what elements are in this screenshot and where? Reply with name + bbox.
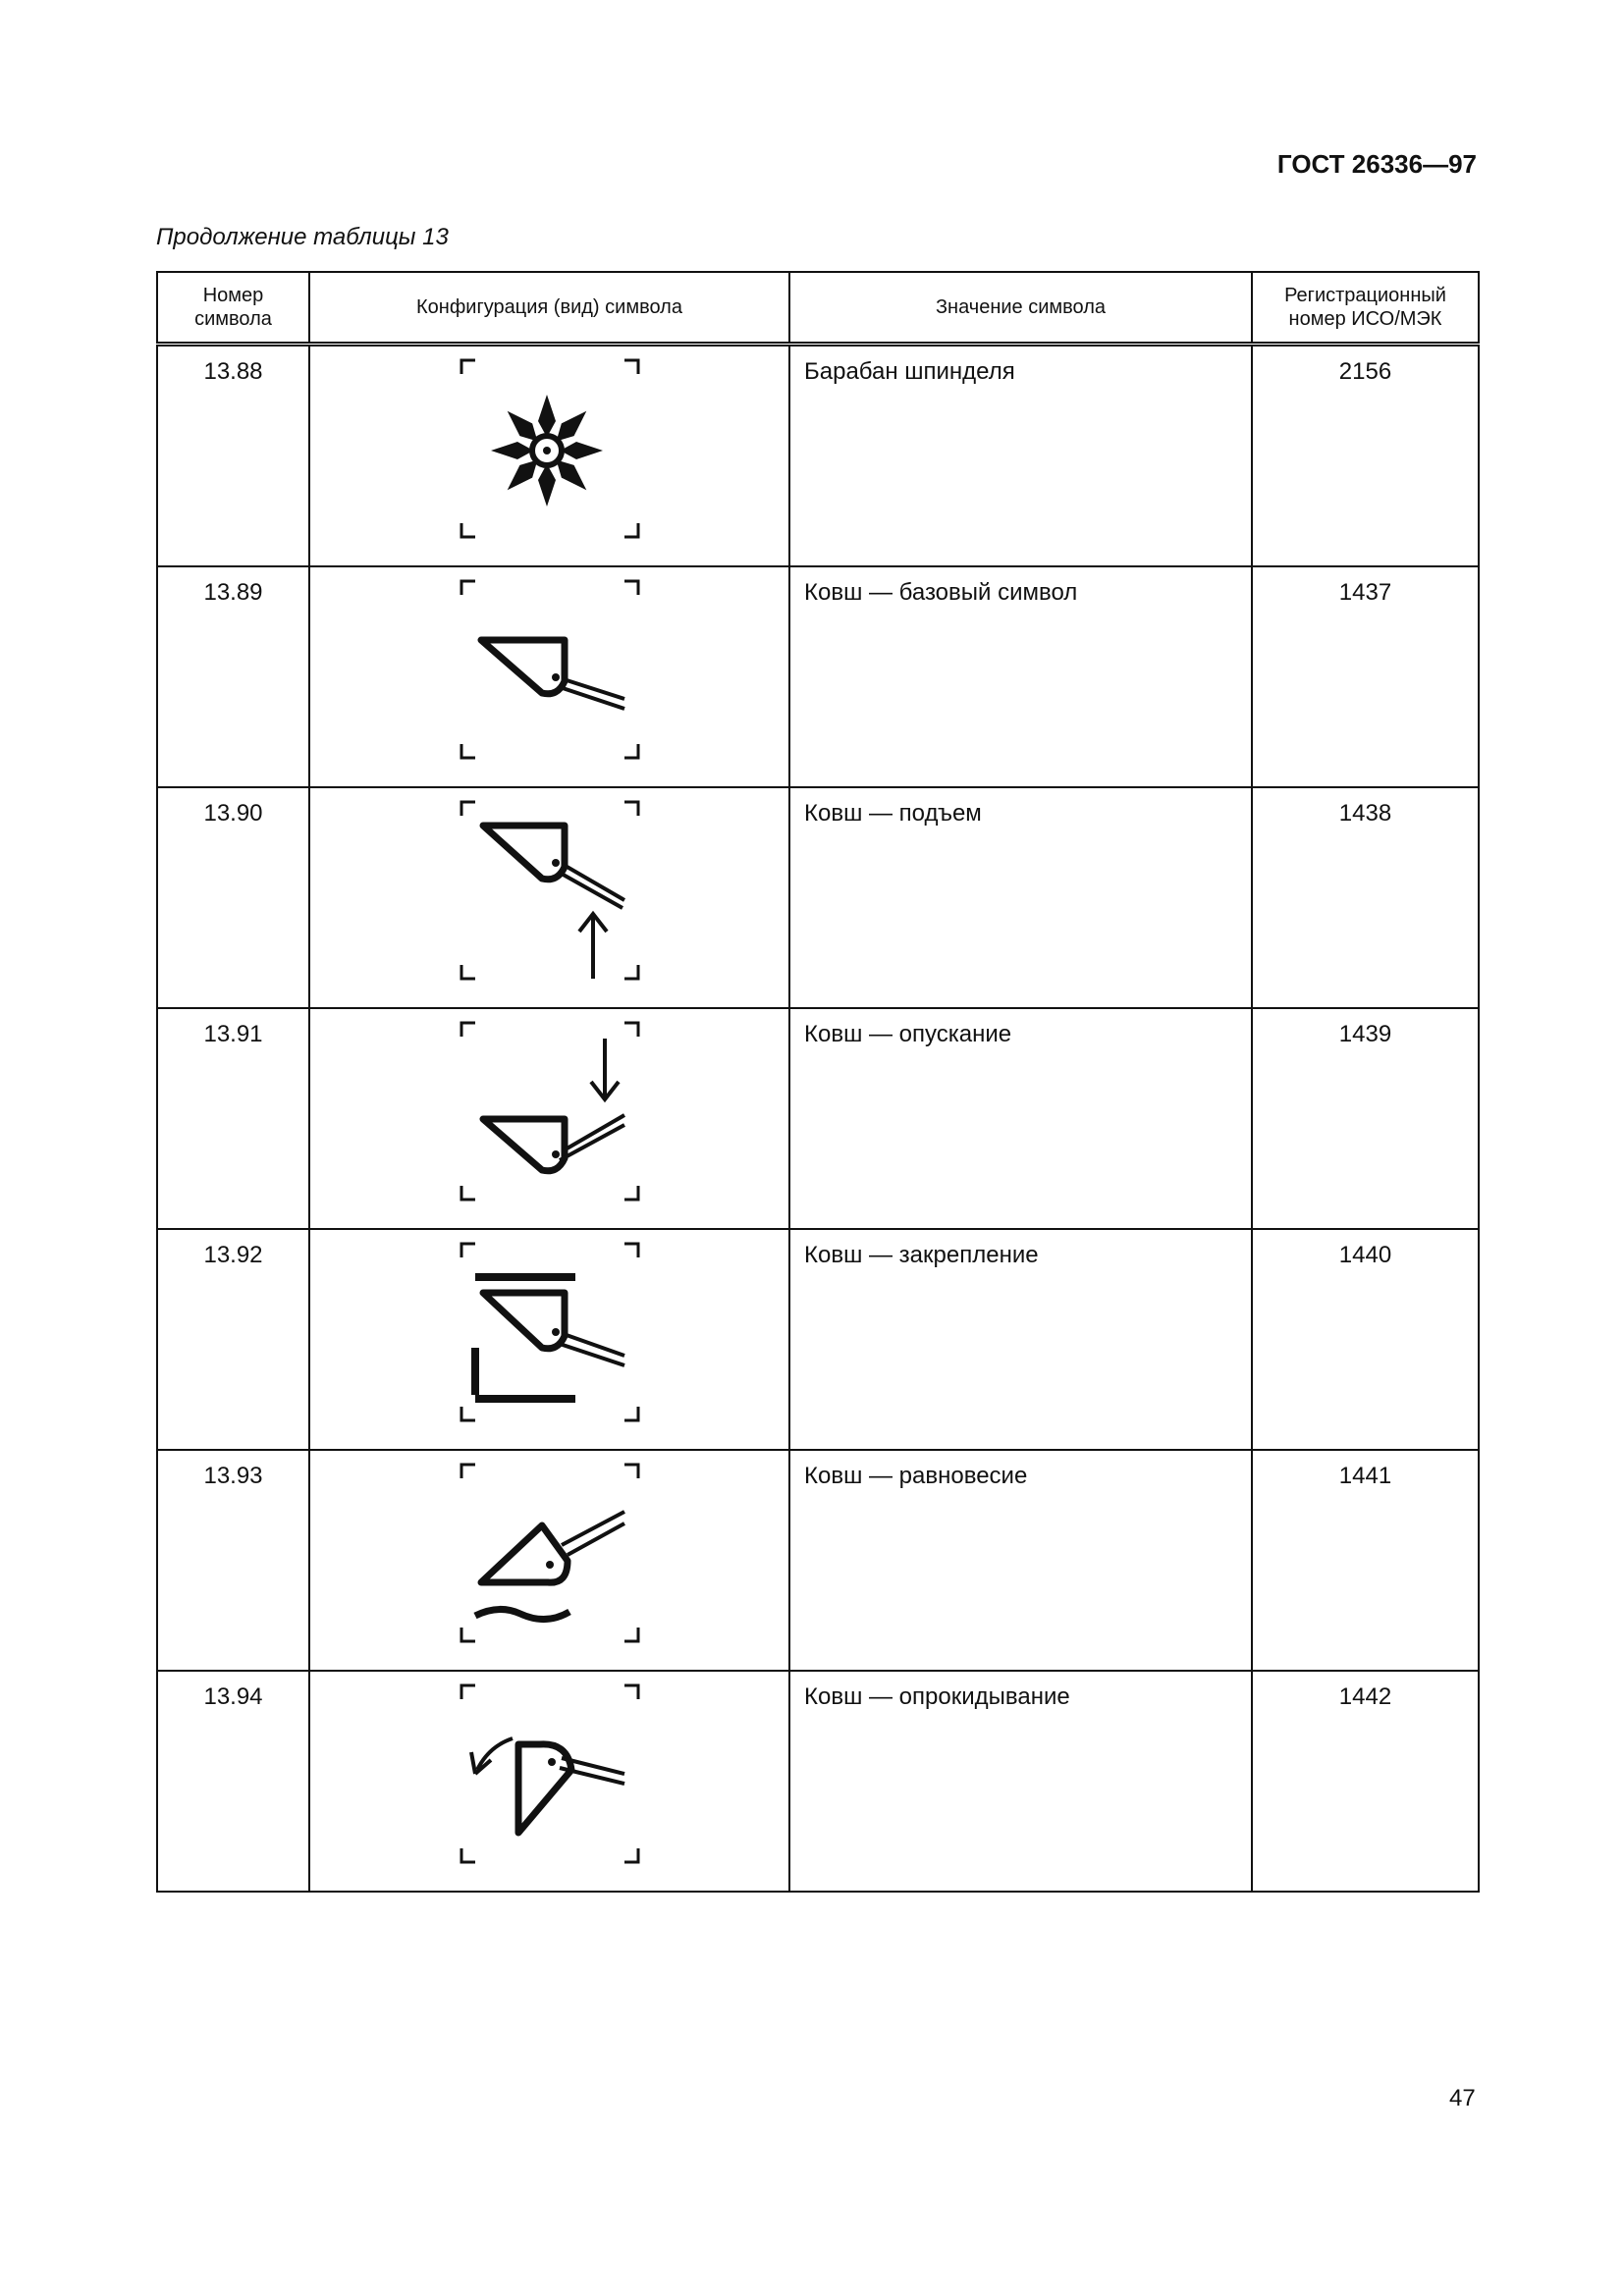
symbol-cell [309, 566, 789, 787]
table-row [157, 1450, 1479, 1671]
spindle-drum-icon [452, 350, 648, 547]
table-row [157, 1671, 1479, 1892]
meaning-text: Ковш — закрепление [804, 1242, 1039, 1268]
bucket-lower-icon [452, 1013, 648, 1209]
row-number: 13.90 [203, 800, 263, 827]
registration-number: 1441 [1338, 1463, 1392, 1489]
meaning-text: Барабан шпинделя [804, 358, 1015, 385]
meaning-cell [789, 1008, 1252, 1229]
row-number: 13.92 [203, 1242, 263, 1268]
row-number: 13.89 [203, 579, 263, 606]
table-row [157, 787, 1479, 1008]
registration-number: 1440 [1338, 1242, 1392, 1268]
bucket-dump-icon [452, 1676, 648, 1872]
meaning-cell [789, 787, 1252, 1008]
meaning-text: Ковш — опрокидывание [804, 1683, 1070, 1710]
table-caption: Продолжение таблицы 13 [156, 224, 449, 250]
header-meaning: Значение символа [789, 272, 1252, 345]
meaning-cell [789, 566, 1252, 787]
registration-number: 1438 [1338, 800, 1392, 827]
header-number: Номер символа [157, 272, 309, 345]
registration-cell [1252, 787, 1479, 1008]
header-configuration: Конфигурация (вид) символа [309, 272, 789, 345]
meaning-text: Ковш — подъем [804, 800, 982, 827]
row-number-cell [157, 1450, 309, 1671]
registration-cell [1252, 1229, 1479, 1450]
header-registration: Регистрационный номер ИСО/МЭК [1252, 272, 1479, 345]
table-row [157, 345, 1479, 567]
row-number-cell [157, 787, 309, 1008]
registration-number: 2156 [1338, 358, 1392, 385]
registration-number: 1439 [1338, 1021, 1392, 1047]
row-number: 13.93 [203, 1463, 263, 1489]
table-header-row [157, 272, 1479, 345]
symbol-cell [309, 787, 789, 1008]
bucket-raise-icon [452, 792, 648, 988]
row-number-cell [157, 1008, 309, 1229]
registration-cell [1252, 345, 1479, 567]
registration-cell [1252, 1671, 1479, 1892]
table-row [157, 1008, 1479, 1229]
registration-cell [1252, 1008, 1479, 1229]
row-number-cell [157, 1671, 309, 1892]
symbol-cell [309, 1450, 789, 1671]
meaning-cell [789, 1450, 1252, 1671]
row-number: 13.91 [203, 1021, 263, 1047]
row-number-cell [157, 345, 309, 567]
meaning-text: Ковш — равновесие [804, 1463, 1028, 1489]
bucket-float-icon [452, 1455, 648, 1651]
meaning-text: Ковш — базовый символ [804, 579, 1078, 606]
bucket-icon [452, 571, 648, 768]
meaning-cell [789, 1671, 1252, 1892]
registration-cell [1252, 1450, 1479, 1671]
registration-cell [1252, 566, 1479, 787]
meaning-cell [789, 345, 1252, 567]
registration-number: 1442 [1338, 1683, 1392, 1710]
document-code: ГОСТ 26336—97 [1276, 149, 1477, 179]
bucket-lock-icon [452, 1234, 648, 1430]
meaning-cell [789, 1229, 1252, 1450]
row-number: 13.94 [203, 1683, 263, 1710]
registration-number: 1437 [1338, 579, 1392, 606]
meaning-text: Ковш — опускание [804, 1021, 1012, 1047]
page-number: 47 [1449, 2085, 1476, 2111]
table-row [157, 566, 1479, 787]
symbol-cell [309, 1671, 789, 1892]
symbol-cell [309, 1229, 789, 1450]
symbols-table [156, 271, 1480, 1893]
row-number-cell [157, 566, 309, 787]
row-number-cell [157, 1229, 309, 1450]
symbol-cell [309, 345, 789, 567]
symbol-cell [309, 1008, 789, 1229]
row-number: 13.88 [203, 358, 263, 385]
table-row [157, 1229, 1479, 1450]
